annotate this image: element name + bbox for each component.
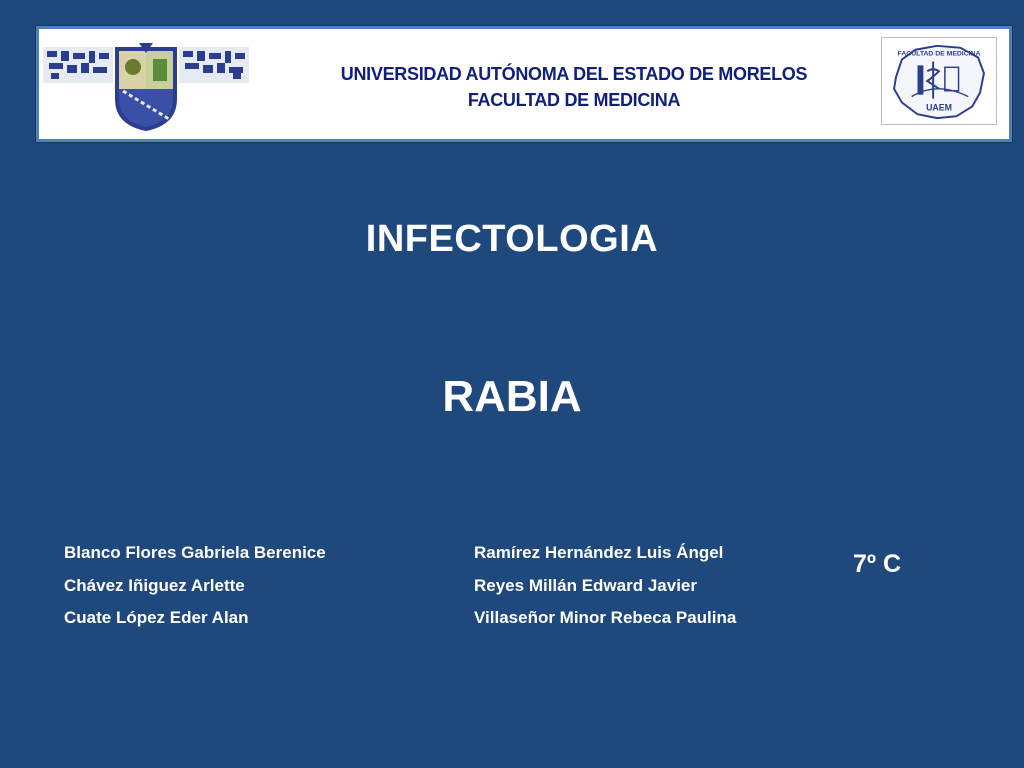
author-name: Chávez Iñiguez Arlette — [64, 575, 245, 595]
author-name: Reyes Millán Edward Javier — [474, 575, 697, 595]
author-name: Blanco Flores Gabriela Berenice — [64, 543, 326, 562]
authors-right-column — [474, 537, 736, 635]
header-banner — [36, 26, 1012, 142]
university-emblem-logo — [43, 39, 249, 131]
author-name: Ramírez Hernández Luis Ángel — [474, 543, 724, 562]
group-label: 7º C — [853, 550, 902, 578]
faculty-name: FACULTAD DE MEDICINA — [467, 90, 681, 110]
course-title: INFECTOLOGIA — [365, 218, 659, 260]
faculty-logo-label: FACULTAD DE MEDICINA — [897, 50, 981, 58]
author-name: Cuate López Eder Alan — [64, 608, 249, 627]
university-name: UNIVERSIDAD AUTÓNOMA DEL ESTADO DE MORELOS — [340, 64, 808, 84]
authors-left-column — [64, 537, 326, 635]
author-name: Villaseñor Minor Rebeca Paulina — [474, 608, 737, 627]
institution-heading — [279, 61, 869, 113]
uaem-label: UAEM — [926, 102, 952, 113]
faculty-of-medicine-logo — [881, 37, 997, 125]
topic-title: RABIA — [442, 372, 582, 421]
